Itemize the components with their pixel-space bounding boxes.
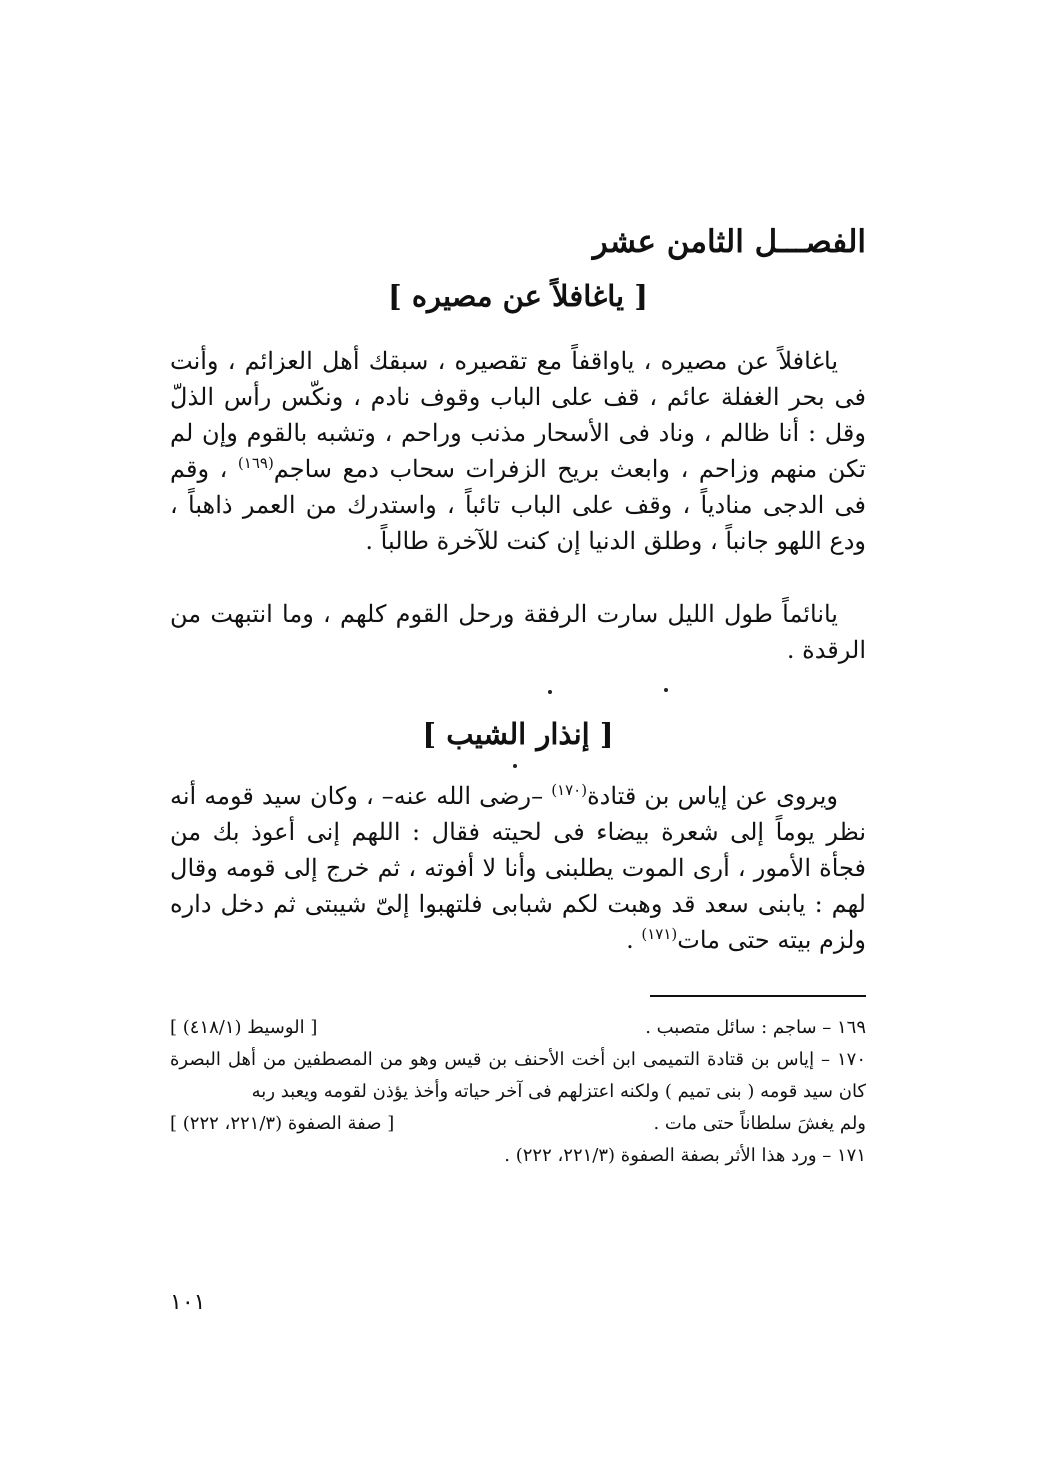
paragraph-body — [170, 596, 866, 668]
section-heading-heedless: [ ياغافلاً عن مصيره ] — [388, 279, 648, 313]
section-heading-grey-hair: [ إنذار الشيب ] — [422, 717, 614, 751]
paragraph-text: . — [626, 926, 634, 954]
page-number: ١٠١ — [170, 1290, 206, 1315]
ink-speck — [548, 690, 552, 694]
ink-speck — [664, 688, 668, 692]
paragraph-body — [170, 343, 866, 559]
footnote-169 — [170, 1012, 866, 1044]
paragraph-text: ، وقم فى الدجى منادياً ، وقف على الباب تائباً ، واستدرك من العمر ذاهباً ، ودع اللهو جانباً ، وطلق الدنيا إن كنت للآخرة طالباً . — [170, 455, 866, 555]
footnote-ref-171: (١٧١) — [641, 925, 678, 943]
paragraph-text: –رضى الله عنه– ، وكان سيد قومه أنه نظر يوماً إلى شعرة بيضاء فى لحيته فقال : اللهم إنى أعوذ بك من فجأة الأمور ، أرى الموت يطلبنى وأنا لا أفوته ، ثم خرج إلى قومه وقال لهم : يابنى سعد قد وهبت لكم شبابى فلتهبوا إلىّ شيبتى ثم دخل داره ولزم بيته حتى مات — [170, 782, 866, 954]
footnote-separator — [650, 995, 866, 997]
footnotes — [170, 1012, 866, 1172]
paragraph-text: ويروى عن إياس بن قتادة — [587, 782, 839, 810]
paragraph-iyas — [170, 778, 866, 958]
paragraph-sleeper — [170, 596, 866, 668]
footnote-text: ولم يغشَ سلطاناً حتى مات . — [653, 1113, 866, 1134]
footnote-source: [ صفة الصفوة (٢٢١/٣، ٢٢٢) ] — [170, 1113, 395, 1134]
paragraph-body — [170, 778, 866, 958]
footnote-170: ١٧٠ – إياس بن قتادة التميمى ابن أخت الأحنف بن قيس وهو من المصطفين من أهل البصرة كان سيد قومه ( بنى تميم ) ولكنه اعتزلهم فى آخر حياته وأخذ يؤذن لقومه ويعبد ربه — [170, 1049, 866, 1102]
paragraph-text: ياغافلاً عن مصيره ، ياواقفاً مع تقصيره ، سبقك أهل العزائم ، وأنت فى بحر الغفلة عائم ، قف على الباب وقوف نادم ، ونكّس رأس الذلّ وقل : أنا ظالم ، وناد فى الأسحار مذنب وراحم ، وتشبه بالقوم وإن لم تكن منهم وزاحم ، وابعث بريح الزفرات سحاب دمع ساجم — [170, 347, 866, 483]
footnote-ref-170: (١٧٠) — [551, 781, 588, 799]
paragraph-heedless — [170, 343, 866, 559]
footnote-source: [ الوسيط (٤١٨/١) ] — [170, 1017, 318, 1038]
footnote-text: ١٦٩ – ساجم : سائل متصبب . — [645, 1017, 866, 1038]
chapter-title: الفصـــل الثامن عشر — [592, 224, 866, 260]
footnote-171: ١٧١ – ورد هذا الأثر بصفة الصفوة (٢٢١/٣، ٢٢٢) . — [504, 1145, 866, 1166]
footnote-170-end — [170, 1108, 866, 1140]
footnote-ref-169: (١٦٩) — [237, 454, 274, 472]
paragraph-text: يانائماً طول الليل سارت الرفقة ورحل القوم كلهم ، وما انتبهت من الرقدة . — [170, 600, 866, 664]
ink-speck — [513, 764, 517, 768]
